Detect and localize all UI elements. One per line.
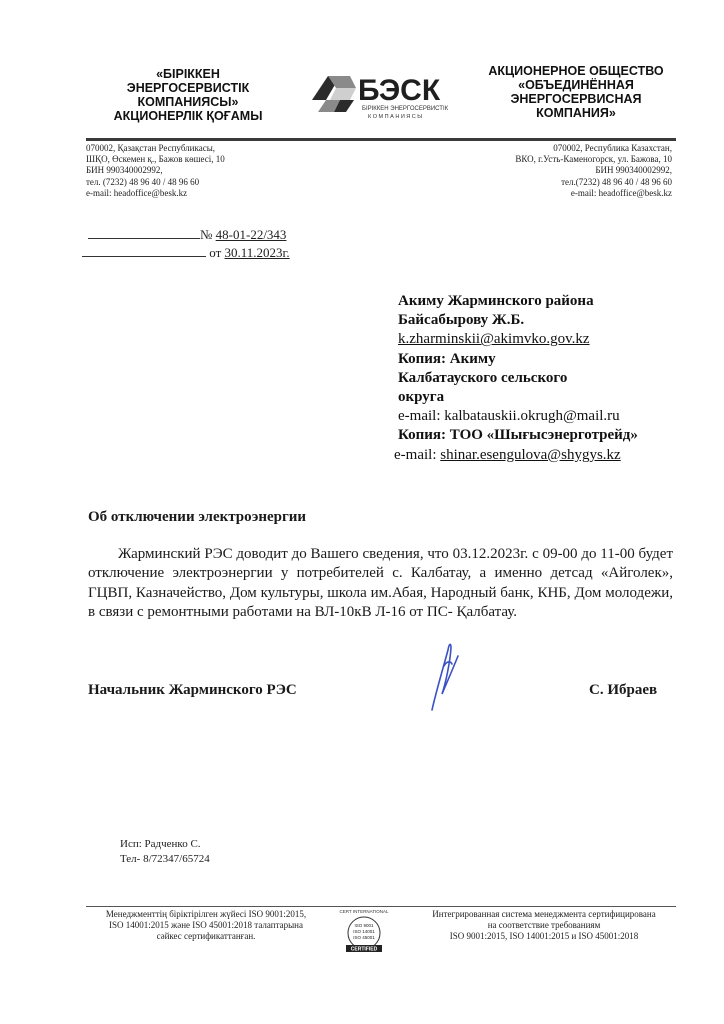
address-kz: 070002, Қазақстан Республикасы, ШҚО, Өскемен қ., Бажов көшесі, 10 БИН 990340002992, тел. (7232) 48 96 40 / 48 96 60 e-mail: headoffice@besk.kz bbox=[86, 143, 225, 198]
signatory-name: С. Ибраев bbox=[589, 682, 658, 698]
logo-subtitle-2: К О М П А Н И Я С Ы bbox=[368, 114, 423, 120]
svg-text:ISO 14001: ISO 14001 bbox=[353, 929, 375, 934]
svg-text:ISO 45001: ISO 45001 bbox=[353, 935, 375, 940]
footer-ru: Интегрированная система менеджмента сертифицирована на соответствие требованиям ISO 9001:2015, ISO 14001:2015 и ISO 45001:2018 bbox=[432, 909, 656, 942]
svg-text:CERT INTERNATIONAL: CERT INTERNATIONAL bbox=[339, 909, 389, 914]
addressee-line: Акиму Жарминского района bbox=[398, 293, 594, 309]
handwritten-signature bbox=[418, 636, 466, 716]
copy-recipient-2-email-line: e-mail: shinar.esengulova@shygys.kz bbox=[394, 446, 621, 463]
org-name-ru: АКЦИОНЕРНОЕ ОБЩЕСТВО «ОБЪЕДИНЁННАЯ ЭНЕРГОСЕРВИСНАЯ КОМПАНИЯ» bbox=[488, 64, 664, 120]
copy-recipient-2: Копия: ТОО «Шығысэнерготрейд» bbox=[398, 427, 638, 444]
copy-recipient-1-email: e-mail: kalbatauskii.okrugh@mail.ru bbox=[398, 408, 620, 425]
address-ru: 070002, Республика Казахстан, ВКО, г.Усть-Каменогорск, ул. Бажова, 10 БИН 990340002992, тел.(7232) 48 96 40 / 48 96 60 e-mail: headoffice@besk.kz bbox=[515, 143, 672, 198]
letter-body: Жарминский РЭС доводит до Вашего сведения, что 03.12.2023г. с 09-00 до 11-00 будет отключение электроэнергии у потребителей с. Калбатау, а именно детсад «Айголек», ГЦВП, Казначейство, Дом культуры, школа им.Абая, Народный банк, КНБ, Дом молодежи, в связи с ремонтными работами на ВЛ-10кВ Л-16 от ПС- Қалбатау. bbox=[88, 546, 673, 620]
registration-number: № 48-01-22/343 bbox=[88, 226, 286, 243]
letter-subject: Об отключении электроэнергии bbox=[88, 509, 307, 525]
footer-kz: Менеджменттің біріктірілген жүйесі ISO 9001:2015, ISO 14001:2015 және ISO 45001:2018 талаптарына сәйкес сертификаттанған. bbox=[105, 909, 307, 942]
logo-subtitle-1: БІРІККЕН ЭНЕРГОСЕРВИСТІК bbox=[362, 106, 449, 112]
svg-text:ISO 9001: ISO 9001 bbox=[354, 923, 374, 928]
iso-certification-seal bbox=[330, 907, 398, 967]
copy-recipient-2-email[interactable]: shinar.esengulova@shygys.kz bbox=[440, 446, 621, 463]
logo-text: БЭСК bbox=[358, 74, 441, 107]
org-name-kz: «БІРІККЕН ЭНЕРГОСЕРВИСТІК КОМПАНИЯСЫ» АКЦИОНЕРЛІК ҚОҒАМЫ bbox=[113, 67, 263, 123]
copy-recipient-1-line3: округа bbox=[398, 389, 445, 406]
signatory-title: Начальник Жарминского РЭС bbox=[88, 682, 297, 698]
copy-recipient-1-line2: Калбатауского сельского bbox=[398, 369, 568, 386]
header-divider bbox=[86, 138, 676, 141]
executor-info: Исп: Радченко С. Тел- 8/72347/65724 bbox=[120, 838, 210, 865]
logo-mark-icon bbox=[312, 76, 356, 112]
company-logo bbox=[306, 64, 456, 130]
addressee-block bbox=[394, 292, 638, 465]
registration-date: от 30.11.2023г. bbox=[82, 244, 290, 261]
addressee-email[interactable]: k.zharminskii@akimvko.gov.kz bbox=[398, 331, 590, 348]
svg-text:CERTIFIED: CERTIFIED bbox=[350, 946, 378, 953]
copy-recipient-1: Копия: Акиму bbox=[398, 350, 496, 367]
addressee-name: Байсабырову Ж.Б. bbox=[398, 312, 525, 329]
